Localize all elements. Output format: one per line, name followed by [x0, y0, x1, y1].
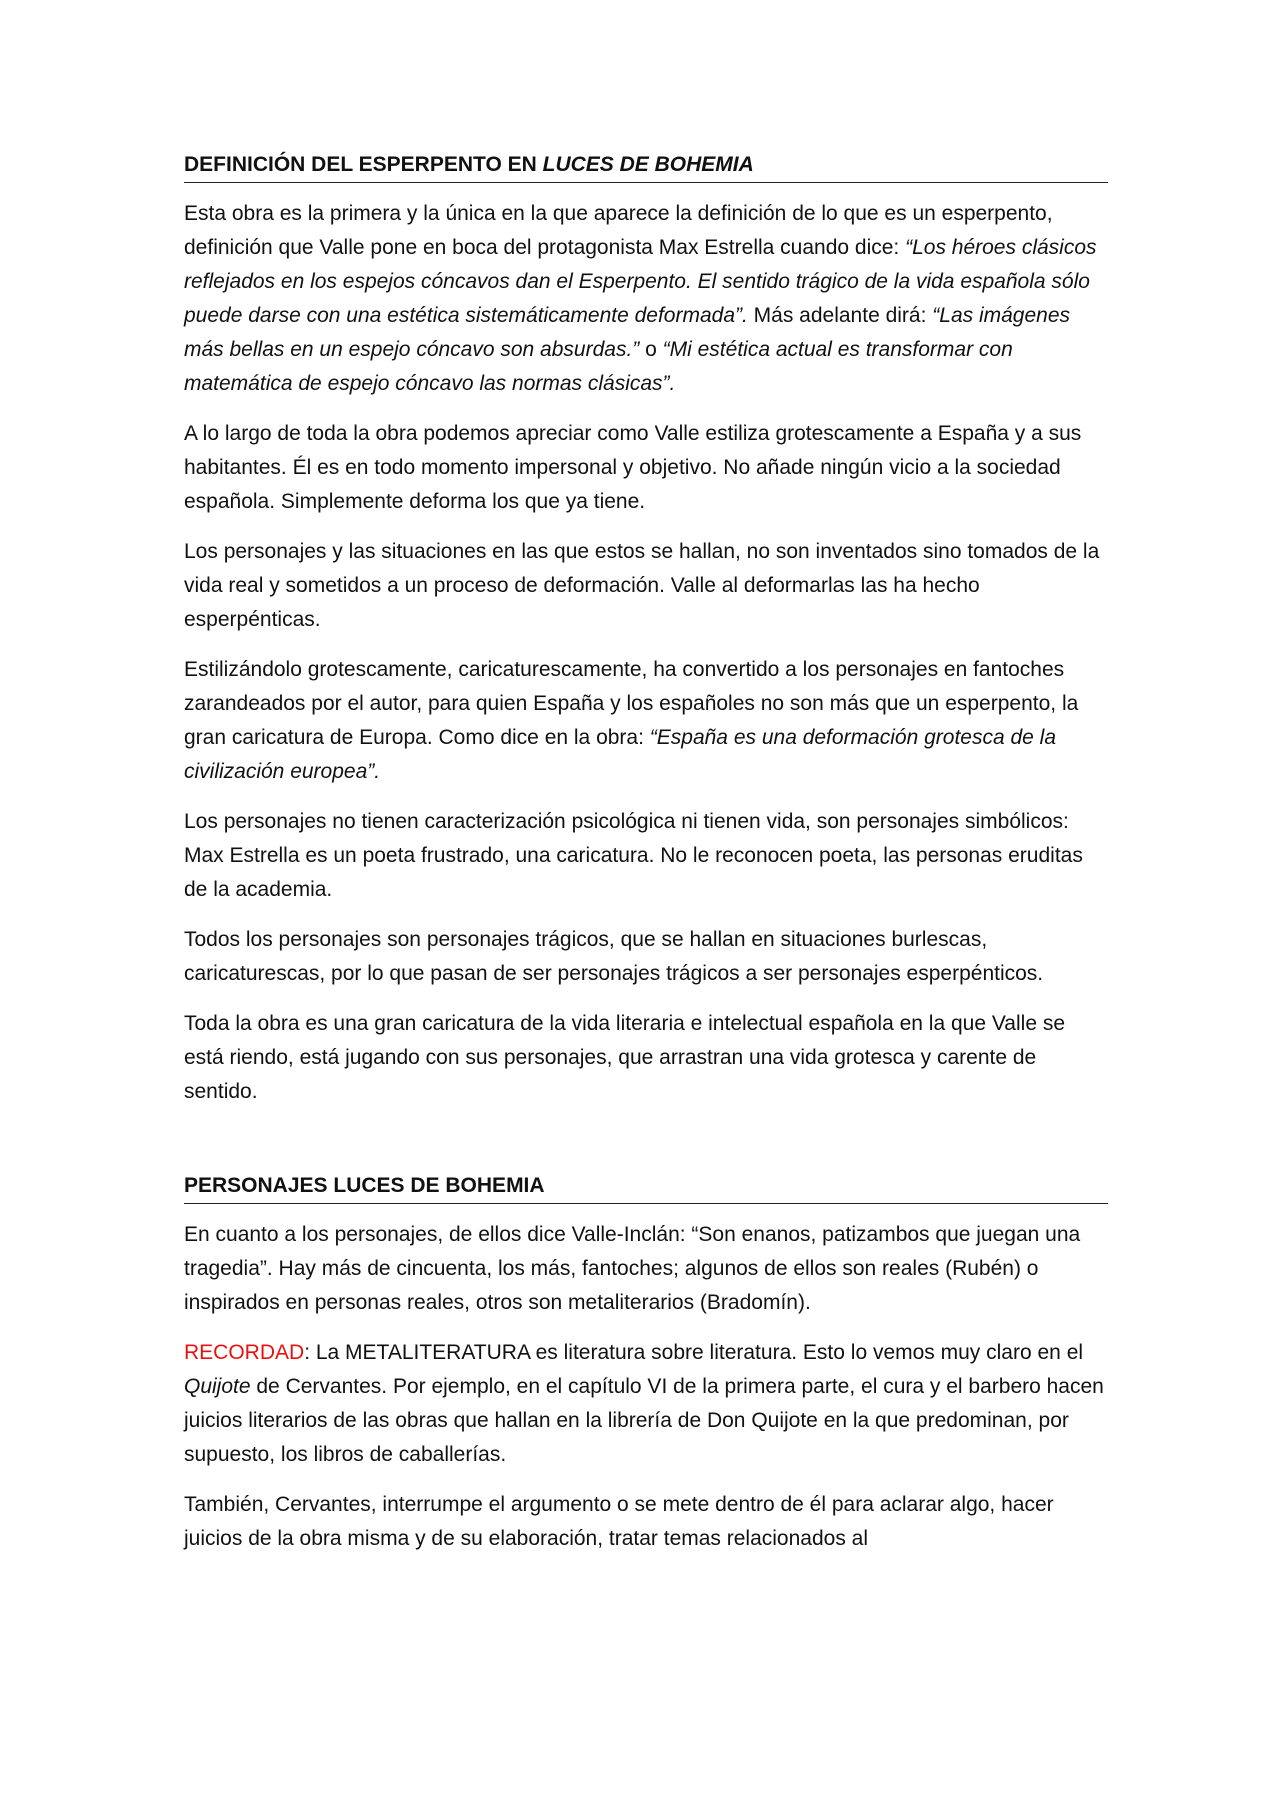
paragraph-caricature-europe [184, 653, 1108, 789]
text-run: Esta obra es la primera y la única en la que aparece la definición de lo que es un esperpento, definición que Valle pone en boca del protagonista Max Estrella cuando dice: [184, 202, 1053, 259]
book-title-italic: Quijote [184, 1375, 251, 1398]
paragraph-definition [184, 197, 1108, 401]
paragraph-literary-caricature: Toda la obra es una gran caricatura de la vida literaria e intelectual española en la que Valle se está riendo, está jugando con sus personajes, que arrastran una vida grotesca y carente de sentido. [184, 1012, 1066, 1103]
paragraph-metaliterature [184, 1336, 1108, 1472]
paragraph-characters: En cuanto a los personajes, de ellos dice Valle-Inclán: “Son enanos, patizambos que juegan una tragedia”. Hay más de cincuenta, los más, fantoches; algunos de ellos son reales (Rubén) o inspirados en personas reales, otros son metaliterarios (Bradomín). [184, 1223, 1081, 1314]
section-heading-personajes: PERSONAJES LUCES DE BOHEMIA [184, 1171, 1108, 1204]
quote-italic: “Las imágenes más bellas en un espejo cóncavo son absurdas.” [184, 304, 1071, 361]
text-run: : La METALITERATURA es literatura sobre literatura. Esto lo vemos muy claro en el [304, 1341, 1084, 1364]
heading-italic-title: LUCES DE BOHEMIA [542, 153, 754, 176]
paragraph-tragic-characters: Todos los personajes son personajes trágicos, que se hallan en situaciones burlescas, caricaturescas, por lo que pasan de ser personajes trágicos a ser personajes esperpénticos. [184, 928, 1044, 985]
quote-italic: “España es una deformación grotesca de la civilización europea”. [184, 726, 1057, 783]
text-run: Estilizándolo grotescamente, caricaturescamente, ha convertido a los personajes en fantoches zarandeados por el autor, para quien España y los españoles no son más que un esperpento, la gran caricatura de Europa. Como dice en la obra: [184, 658, 1079, 749]
quote-italic: “Mi estética actual es transformar con matemática de espejo cóncavo las normas clásicas”. [184, 338, 1013, 395]
text-run: o [639, 338, 663, 361]
paragraph-real-life: Los personajes y las situaciones en las que estos se hallan, no son inventados sino tomados de la vida real y sometidos a un proceso de deformación. Valle al deformarlas las ha hecho esperpénticas. [184, 540, 1100, 631]
text-run: de Cervantes. Por ejemplo, en el capítulo VI de la primera parte, el cura y el barbero hacen juicios literarios de las obras que hallan en la librería de Don Quijote en la que predominan, por supuesto, los libros de caballerías. [184, 1375, 1104, 1466]
heading-text: DEFINICIÓN DEL ESPERPENTO EN [184, 153, 543, 176]
paragraph-cervantes: También, Cervantes, interrumpe el argumento o se mete dentro de él para aclarar algo, hacer juicios de la obra misma y de su elaboración, tratar temas relacionados al [184, 1493, 1054, 1550]
paragraph-stylization: A lo largo de toda la obra podemos apreciar como Valle estiliza grotescamente a España y a sus habitantes. Él es en todo momento impersonal y objetivo. No añade ningún vicio a la sociedad española. Simplemente deforma los que ya tiene. [184, 422, 1082, 513]
section-heading-esperpento [184, 150, 1108, 183]
document-page [184, 150, 1108, 1572]
paragraph-psychology: Los personajes no tienen caracterización psicológica ni tienen vida, son personajes simbólicos: Max Estrella es un poeta frustrado, una caricatura. No le reconocen poeta, las personas eruditas de la academia. [184, 810, 1083, 901]
quote-italic: “Los héroes clásicos reflejados en los espejos cóncavos dan el Esperpento. El sentido trágico de la vida española sólo puede darse con una estética sistemáticamente deformada”. [184, 236, 1097, 327]
recordad-label: RECORDAD [184, 1341, 305, 1364]
text-run: Más adelante dirá: [747, 304, 933, 327]
